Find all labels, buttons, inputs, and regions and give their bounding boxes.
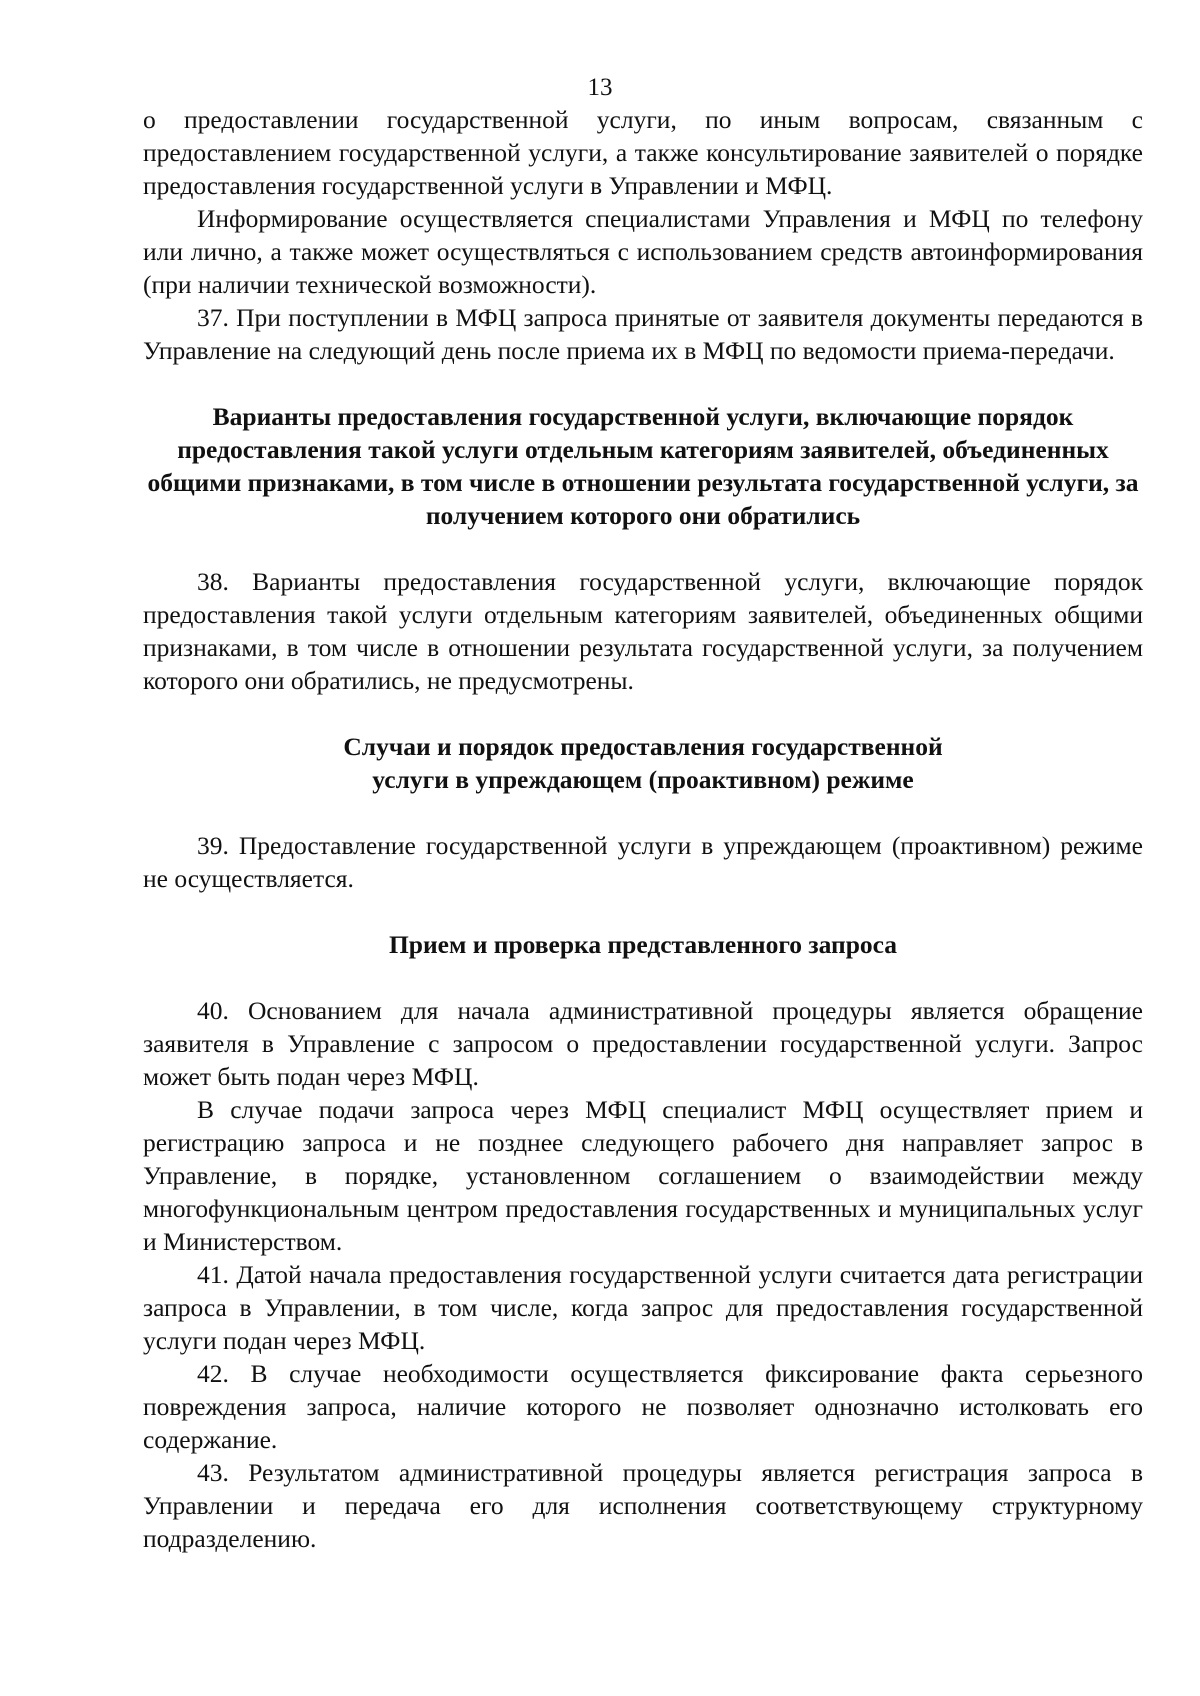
document-body <box>143 103 1143 1555</box>
paragraph-42: 42. В случае необходимости осуществляется фиксирование факта серьезного повреждения запроса, наличие которого не позволяет однозначно истолковать его содержание. <box>143 1359 1143 1454</box>
paragraph-continuation: о предоставлении государственной услуги, по иным вопросам, связанным с предоставлением государственной услуги, а также консультирование заявителей о порядке предоставления государственной услуги в Управлении и МФЦ. <box>143 105 1143 200</box>
heading-proactive-mode: Случаи и порядок предоставления государственной услуги в упреждающем (проактивном) режиме <box>343 732 943 794</box>
heading-request-reception: Прием и проверка представленного запроса <box>388 930 898 959</box>
paragraph-39: 39. Предоставление государственной услуги в упреждающем (проактивном) режиме не осуществляется. <box>143 831 1143 893</box>
paragraph-38: 38. Варианты предоставления государственной услуги, включающие порядок предоставления такой услуги отдельным категориям заявителей, объединенных общими признаками, в том числе в отношении результата государственной услуги, за получением которого они обратились, не предусмотрены. <box>143 567 1143 695</box>
heading-service-variants: Варианты предоставления государственной услуги, включающие порядок предоставления такой услуги отдельным категориям заявителей, объединенных общими признаками, в том числе в отношении результата государственной услуги, за получением которого они обратились <box>147 402 1139 530</box>
page-number: 13 <box>587 74 613 101</box>
paragraph-41: 41. Датой начала предоставления государственной услуги считается дата регистрации запроса в Управлении, в том числе, когда запрос для предоставления государственной услуги подан через МФЦ. <box>143 1260 1143 1355</box>
paragraph-37: 37. При поступлении в МФЦ запроса принятые от заявителя документы передаются в Управление на следующий день после приема их в МФЦ по ведомости приема-передачи. <box>143 303 1143 365</box>
paragraph-40-mfc: В случае подачи запроса через МФЦ специалист МФЦ осуществляет прием и регистрацию запроса и не позднее следующего рабочего дня направляет запрос в Управление, в порядке, установленном соглашением о взаимодействии между многофункциональным центром предоставления государственных и муниципальных услуг и Министерством. <box>143 1095 1143 1256</box>
paragraph-informing: Информирование осуществляется специалистами Управления и МФЦ по телефону или лично, а также может осуществляться с использованием средств автоинформирования (при наличии технической возможности). <box>143 204 1143 299</box>
paragraph-43: 43. Результатом административной процедуры является регистрация запроса в Управлении и передача его для исполнения соответствующему структурному подразделению. <box>143 1458 1143 1553</box>
paragraph-40: 40. Основанием для начала административной процедуры является обращение заявителя в Управление с запросом о предоставлении государственной услуги. Запрос может быть подан через МФЦ. <box>143 996 1143 1091</box>
